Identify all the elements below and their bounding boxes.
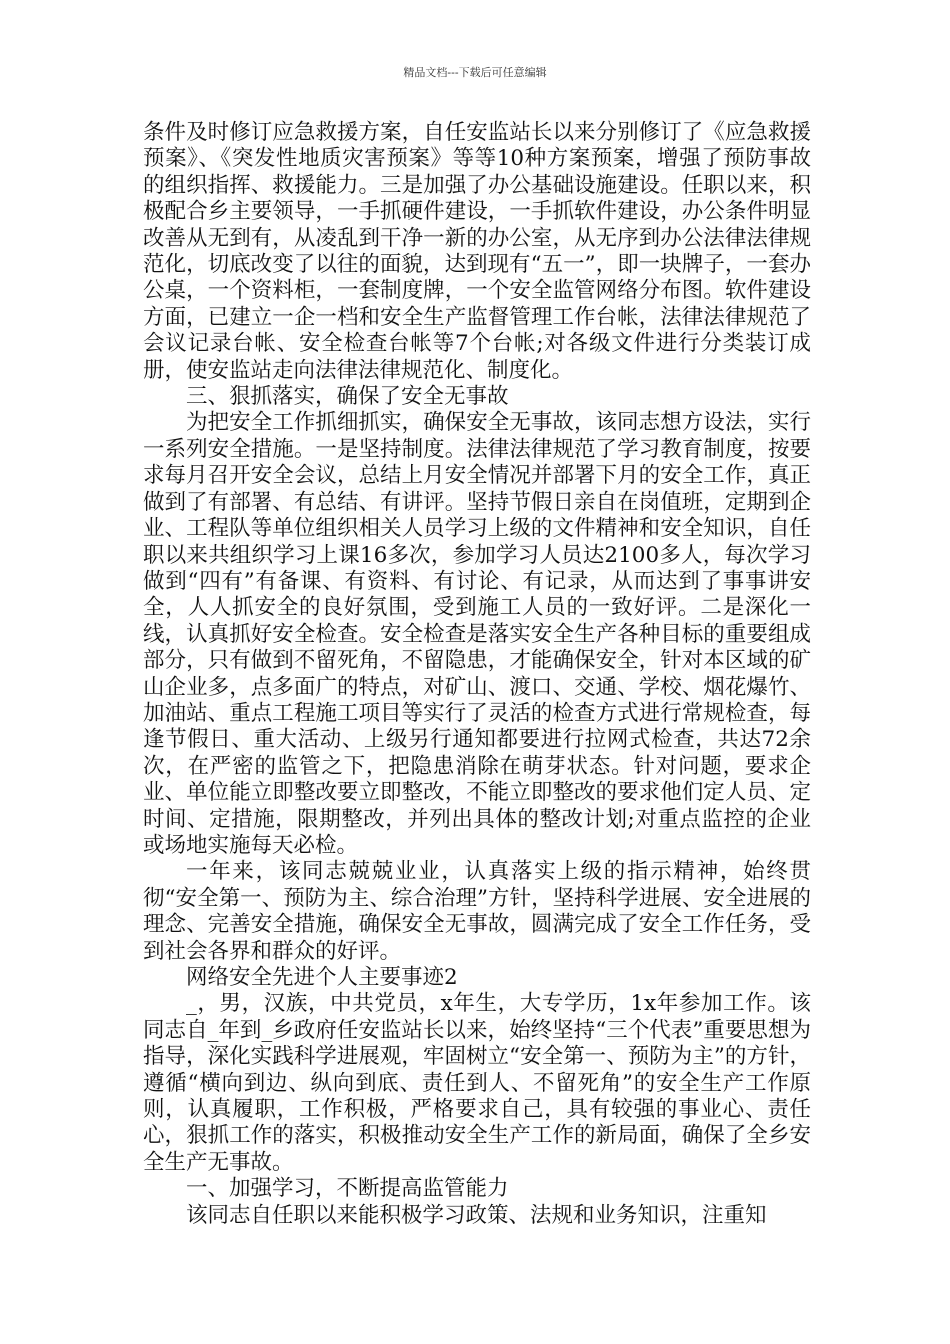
paragraph-emergency-plans: 条件及时修订应急救援方案，自任安监站长以来分别修订了《应急救援预案》、《突发性地质灾害预案》等等10种方案预案，增强了预防事故的组织指挥、救援能力。三是加强了办公基础设施建设。任职以来，积极配合乡主要领导，一手抓硬件建设，一手抓软件建设，办公条件明显改善从无到有，从凌乱到干净一新的办公室，从无序到办公法律法律规范化，切底改变了以往的面貌，达到现有“五一”，即一块牌子，一套办公桌，一个资料柜，一套制度牌，一个安全监管网络分布图。软件建设方面，已建立一企一档和安全生产监督管理工作台帐，法律法律规范了会议记录台帐、安全检查台帐等7个台帐;对各级文件进行分类装订成册，使安监站走向法律法律规范化、制度化。 — [143, 120, 811, 383]
paragraph-annual-summary: 一年来，该同志兢兢业业，认真落实上级的指示精神，始终贯彻“安全第一、预防为主、综合治理”方针，坚持科学进展、安全进展的理念、完善安全措施，确保安全无事故，圆满完成了安全工作任务，受到社会各界和群众的好评。 — [143, 859, 811, 964]
paragraph-learning: 该同志自任职以来能积极学习政策、法规和业务知识，注重知 — [186, 1202, 767, 1228]
paragraph-profile: _，男，汉族，中共党员，x年生，大专学历，1x年参加工作。该同志自_年到_乡政府任安监站长以来，始终坚持“三个代表”重要思想为指导，深化实践科学进展观，牢固树立“安全第一、预防为主”的方针，遵循“横向到边、纵向到底、责任到人、不留死角”的安全生产工作原则，认真履职，工作积极，严格要求自己，具有较强的事业心、责任心，狠抓工作的落实，积极推动安全生产工作的新局面，确保了全乡安全生产无事故。 — [143, 991, 811, 1175]
section-heading-implementation: 三、狠抓落实，确保了安全无事故 — [186, 384, 509, 410]
document-body — [143, 120, 811, 1229]
section-heading-deeds-2: 网络安全先进个人主要事迹2 — [186, 965, 458, 990]
paragraph-safety-measures: 为把安全工作抓细抓实，确保安全无事故，该同志想方设法，实行一系列安全措施。一是坚持制度。法律法律规范了学习教育制度，按要求每月召开安全会议，总结上月安全情况并部署下月的安全工作，真正做到了有部署、有总结、有讲评。坚持节假日亲自在岗值班，定期到企业、工程队等单位组织相关人员学习上级的文件精神和安全知识，自任职以来共组织学习上课16多次，参加学习人员达2100多人，每次学习做到“四有”有备课、有资料、有讨论、有记录，从而达到了事事讲安全，人人抓安全的良好氛围，受到施工人员的一致好评。二是深化一线，认真抓好安全检查。安全检查是落实安全生产各种目标的重要组成部分，只有做到不留死角，不留隐患，才能确保安全，针对本区域的矿山企业多，点多面广的特点，对矿山、渡口、交通、学校、烟花爆竹、加油站、重点工程施工项目等实行了灵活的检查方式进行常规检查，每逢节假日、重大活动、上级另行通知都要进行拉网式检查，共达72余次，在严密的监管之下，把隐患消除在萌芽状态。针对问题，要求企业、单位能立即整改要立即整改，不能立即整改的要求他们定人员、定时间、定措施，限期整改，并列出具体的整改计划;对重点监控的企业或场地实施每天必检。 — [143, 410, 811, 858]
page-header: 精品文档---下载后可任意编辑 — [403, 66, 547, 79]
section-heading-learning: 一、加强学习，不断提高监管能力 — [186, 1176, 509, 1202]
